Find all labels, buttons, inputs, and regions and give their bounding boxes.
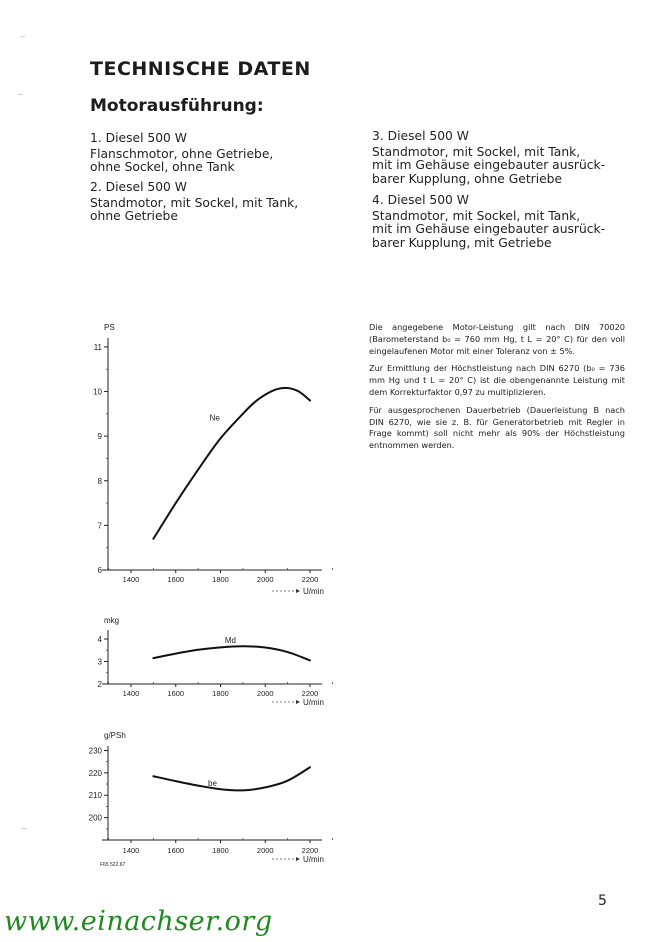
y-axis-label: PS (104, 323, 115, 332)
variant-heading: 1. Diesel 500 W (90, 131, 187, 145)
x-tick-label: 1600 (167, 846, 185, 855)
curve-label: Ne (209, 413, 220, 423)
curve-label: be (208, 778, 217, 788)
y-tick-label: 4 (97, 635, 102, 644)
y-axis-label: mkg (104, 616, 120, 625)
section-subtitle: Motorausführung: (90, 96, 264, 116)
page-title: TECHNISCHE DATEN (90, 58, 311, 80)
x-tick-label: 1600 (167, 575, 185, 584)
scan-mark (20, 36, 25, 37)
y-tick-label: 220 (88, 768, 102, 778)
x-tick-label: 2000 (256, 846, 274, 855)
x-tick-label: 1600 (167, 689, 185, 698)
y-tick-label: 9 (97, 432, 102, 442)
y-tick-label: 10 (93, 387, 102, 397)
torque-chart (98, 616, 333, 707)
variant-line: Standmotor, mit Sockel, mit Tank, (372, 144, 581, 159)
y-tick-label: 7 (97, 521, 102, 531)
arrow-head-icon (296, 589, 300, 593)
arrow-head-icon (296, 700, 300, 704)
variant-line: barer Kupplung, ohne Getriebe (372, 171, 563, 186)
x-axis-label: U/min (303, 587, 324, 596)
variant-line: barer Kupplung, mit Getriebe (372, 235, 552, 250)
x-tick-label: 1800 (212, 846, 229, 855)
note-paragraph: Für ausgesprochenen Dauerbetrieb (Dauerleistung B nach DIN 6270, wie sie z. B. für Generatorbetrieb mit Regler in Frage kommt) soll nicht mehr als 90% der Höchstleistung entnommen werden. (369, 404, 625, 451)
y-tick-label: 6 (97, 566, 102, 575)
consumption-chart (89, 731, 333, 864)
x-axis-label: U/min (303, 855, 324, 864)
power-chart (93, 323, 332, 596)
y-tick-label: 210 (88, 791, 102, 801)
y-tick-label: 8 (97, 476, 102, 486)
note-paragraph: Die angegebene Motor-Leistung gilt nach DIN 70020 (Barometerstand b₀ = 760 mm Hg, t L = 20° C) für den voll eingelaufenen Motor mit einer Toleranz von ± 5%. (369, 322, 625, 356)
y-axis-label: g/PSh (104, 731, 126, 740)
x-tick-label: 1400 (122, 846, 140, 855)
variant-line: Standmotor, mit Sockel, mit Tank, (372, 208, 581, 223)
variant-line: Flanschmotor, ohne Getriebe, (90, 146, 274, 161)
variant-heading: 2. Diesel 500 W (90, 180, 187, 194)
x-tick-label: 2200 (301, 846, 319, 855)
x-tick-label: 1400 (122, 575, 140, 584)
variant-line: mit im Gehäuse eingebauter ausrück- (372, 158, 606, 172)
x-tick-label: 2000 (256, 575, 274, 584)
series-line-Ne (153, 388, 310, 539)
x-axis-label: U/min (303, 698, 324, 707)
series-line-Md (153, 646, 310, 660)
watermark-url[interactable]: www.einachser.org (4, 906, 273, 937)
arrow-head-icon (296, 857, 300, 861)
y-tick-label: 3 (97, 657, 102, 667)
y-tick-label: 11 (93, 342, 102, 352)
variant-line: ohne Sockel, ohne Tank (90, 160, 235, 174)
variant-heading: 4. Diesel 500 W (372, 193, 469, 207)
variant-line: ohne Getriebe (90, 209, 178, 223)
y-tick-label: 230 (88, 746, 102, 756)
variant-line: Standmotor, mit Sockel, mit Tank, (90, 195, 299, 210)
x-tick-label: 1400 (122, 689, 140, 698)
x-tick-label: 1800 (212, 575, 229, 584)
x-tick-label: 2000 (256, 689, 274, 698)
scan-mark (22, 828, 27, 829)
figure-code: F65 522.67 (100, 862, 126, 868)
variant-line: mit im Gehäuse eingebauter ausrück- (372, 222, 606, 236)
y-tick-label: 200 (88, 813, 102, 823)
curve-label: Md (224, 636, 236, 646)
note-paragraph: Zur Ermittlung der Höchstleistung nach DIN 6270 (b₀ = 736 mm Hg und t L = 20° C) ist die obengenannte Leistung mit dem Korrekturfaktor 0,97 zu multiplizieren. (369, 363, 625, 397)
series-line-be (153, 767, 310, 790)
scan-mark (18, 94, 23, 95)
x-tick-label: 1800 (212, 689, 229, 698)
y-tick-label: 2 (97, 680, 102, 689)
variant-heading: 3. Diesel 500 W (372, 129, 469, 143)
x-tick-label: 2200 (301, 575, 319, 584)
page-number: 5 (598, 893, 607, 909)
x-tick-label: 2200 (301, 689, 319, 698)
